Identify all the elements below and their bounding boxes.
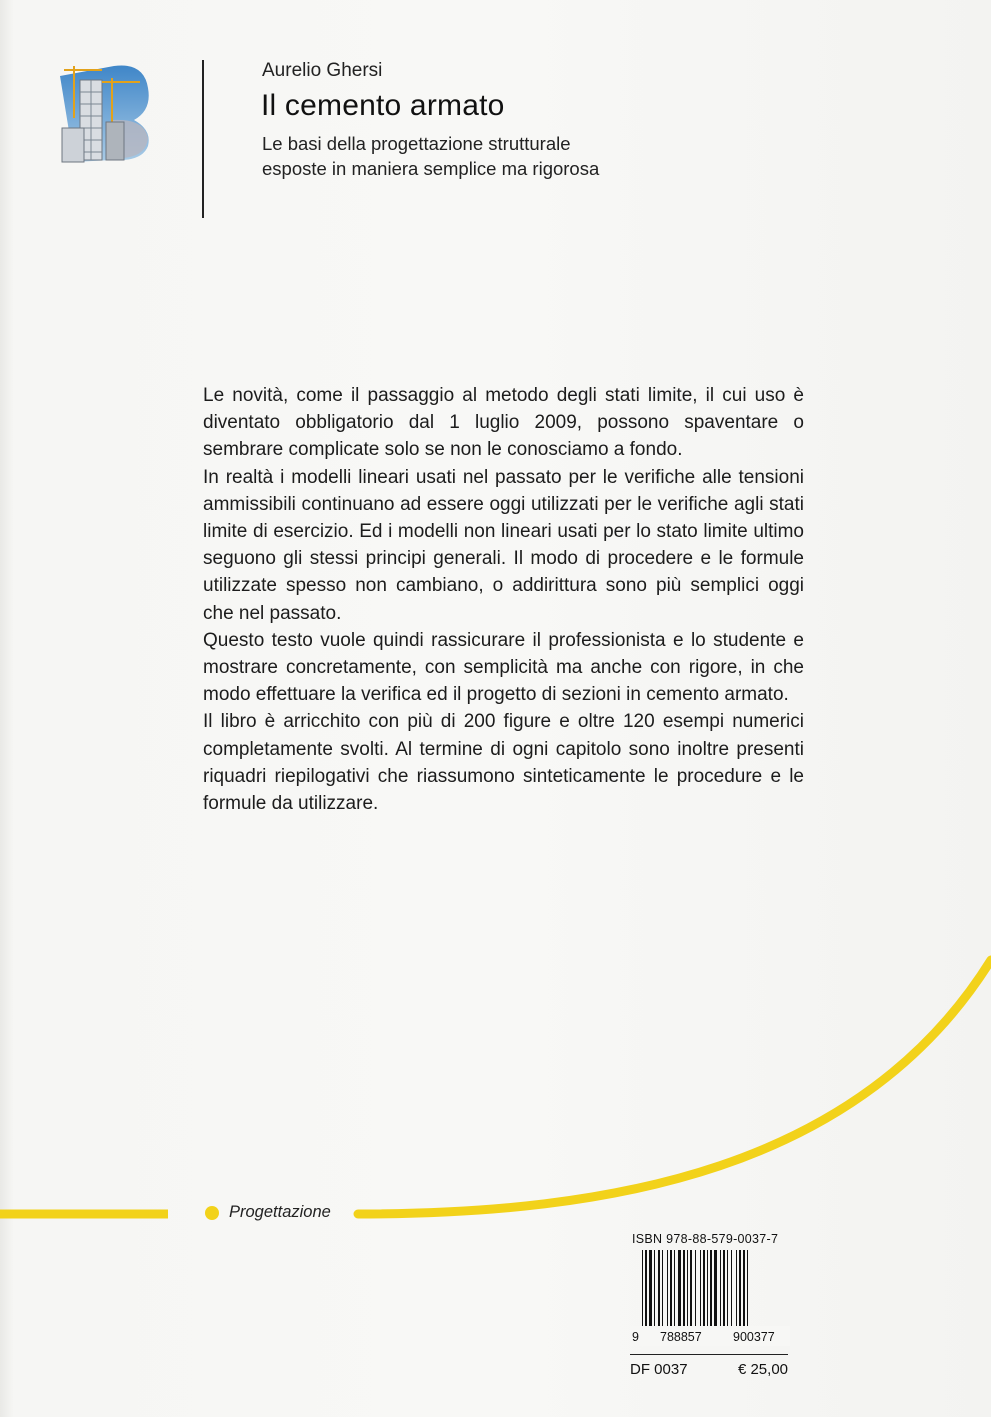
price-row (630, 1354, 788, 1378)
barcode-bar (674, 1250, 675, 1326)
barcode-group1: 788857 (660, 1330, 702, 1344)
price: € 25,00 (737, 1361, 788, 1378)
barcode-bar (662, 1250, 663, 1326)
barcode-bar (649, 1250, 652, 1326)
isbn-text: ISBN 978-88-579-0037-7 (632, 1232, 779, 1246)
barcode-bar (687, 1250, 688, 1326)
barcode-bar (670, 1250, 672, 1326)
barcode-bar (723, 1250, 725, 1326)
barcode-bar (703, 1250, 705, 1326)
barcode-block (630, 1232, 790, 1378)
header-rule (202, 60, 204, 218)
barcode-bar (747, 1250, 748, 1326)
blurb-paragraph: Le novità, come il passaggio al metodo degli stati limite, il cui uso è diventato obbligatorio dal 1 luglio 2009, possono spaventare o sembrare complicate solo se non le conosciamo a fondo. (203, 385, 804, 461)
barcode-bar (743, 1250, 745, 1326)
subtitle-line: esposte in maniera semplice ma rigorosa (262, 158, 600, 179)
product-code: DF 0037 (630, 1361, 688, 1378)
barcode-bar (739, 1250, 741, 1326)
barcode-bar (654, 1250, 655, 1326)
blurb-paragraph: Il libro è arricchito con più di 200 figure e oltre 120 esempi numerici completamente svolti. Al termine di ogni capitolo sono inoltre presenti riquadri riepilogativi che riassumono sinteticamente le procedure e le formule da utilizzare. (203, 711, 804, 815)
category-dot (205, 1206, 219, 1220)
barcode-bar (720, 1250, 721, 1326)
barcode-bar (714, 1250, 717, 1326)
blurb-paragraph: In realtà i modelli lineari usati nel passato per le verifiche alle tensioni ammissibili continuano ad essere oggi utilizzati per le verifiche agli stati limite di esercizio. Ed i modelli non lineari usati per lo stato limite ultimo seguono gli stessi principi generali. Il modo di procedere e le formule utilizzate spesso non cambiano, o addirittura sono più semplici oggi che nel passato. (203, 466, 804, 624)
barcode (630, 1250, 790, 1346)
publisher-logo (52, 58, 160, 170)
book-subtitle (262, 131, 599, 181)
barcode-bar (667, 1250, 668, 1326)
blurb-paragraph: Questo testo vuole quindi rassicurare il professionista e lo studente e mostrare concretamente, con semplicità ma anche con rigore, in che modo effettuare la verifica ed il progetto di sezioni in cemento armato. (203, 629, 804, 706)
barcode-lead-digit: 9 (632, 1330, 639, 1344)
barcode-bar (731, 1250, 732, 1326)
category-label: Progettazione (229, 1203, 331, 1221)
barcode-bar (727, 1250, 728, 1326)
barcode-bar (736, 1250, 737, 1326)
subtitle-line: Le basi della progettazione strutturale (262, 133, 571, 154)
barcode-group2: 900377 (733, 1330, 775, 1344)
author-name: Aurelio Ghersi (262, 60, 383, 81)
blurb (203, 382, 804, 817)
barcode-bar (683, 1250, 685, 1326)
barcode-bar (700, 1250, 701, 1326)
barcode-bar (678, 1250, 681, 1326)
book-title: Il cemento armato (261, 89, 505, 122)
barcode-bar (695, 1250, 696, 1326)
barcode-bar (658, 1250, 660, 1326)
barcode-bar (690, 1250, 692, 1326)
